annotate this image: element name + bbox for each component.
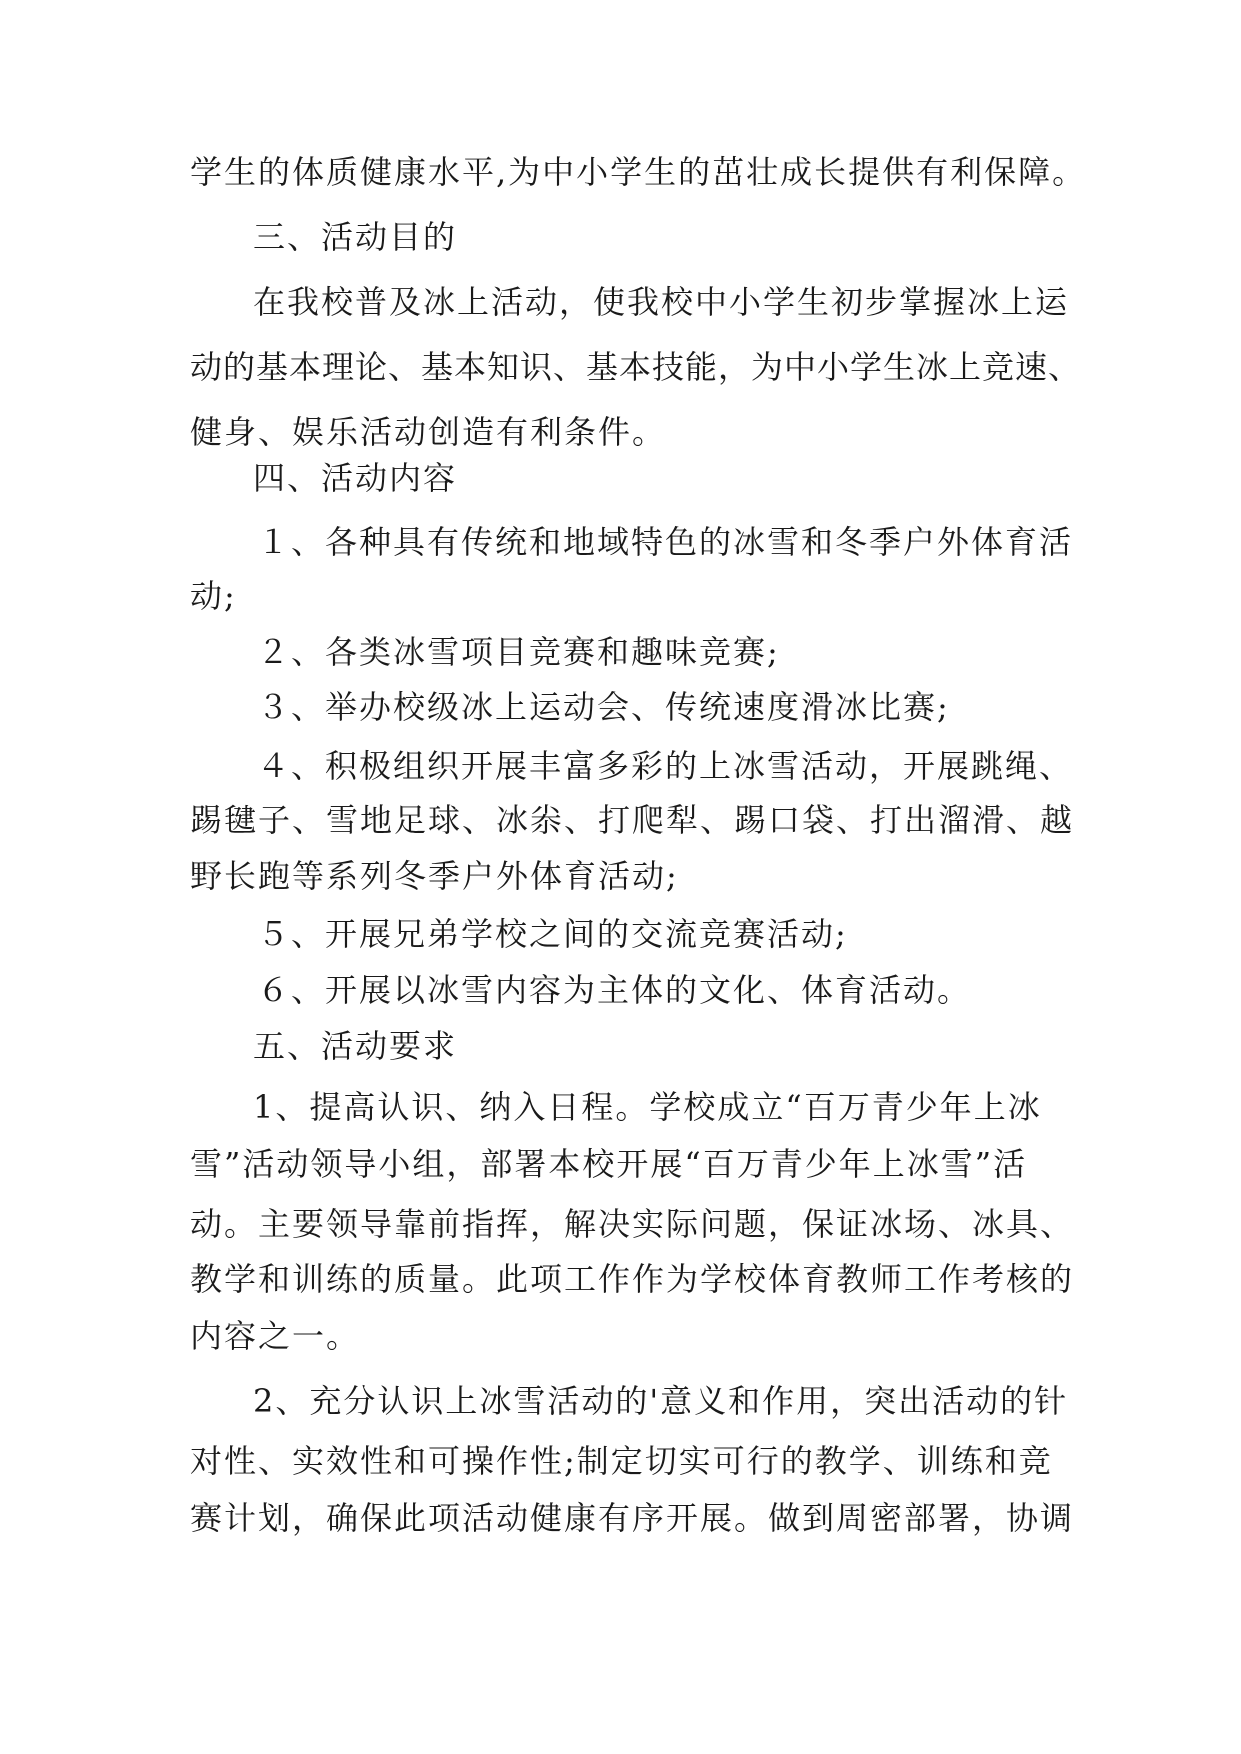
section-heading: 五、活动要求 [253, 1027, 458, 1065]
list-item: １、各种具有传统和地域特色的冰雪和冬季户外体育活 [257, 523, 1074, 561]
list-item: ４、积极组织开展丰富多彩的上冰雪活动，开展跳绳、 [257, 747, 1074, 785]
section-heading: 四、活动内容 [253, 459, 458, 497]
paragraph-line: 在我校普及冰上活动，使我校中小学生初步掌握冰上运 [253, 283, 1070, 321]
paragraph-line: 教学和训练的质量。此项工作作为学校体育教师工作考核的 [190, 1260, 1075, 1298]
list-item: ３、举办校级冰上运动会、传统速度滑冰比赛; [257, 688, 950, 726]
list-item: ５、开展兄弟学校之间的交流竞赛活动; [257, 915, 848, 953]
paragraph-line: 1、提高认识、纳入日程。学校成立“百万青少年上冰 [253, 1088, 1042, 1126]
list-item-continuation: 动; [190, 577, 237, 615]
list-item: ６、开展以冰雪内容为主体的文化、体育活动。 [257, 971, 972, 1009]
paragraph-line: 动的基本理论、基本知识、基本技能，为中小学生冰上竞速、 [190, 348, 1082, 386]
paragraph-line: 雪”活动领导小组，部署本校开展“百万青少年上冰雪”活 [190, 1145, 1028, 1183]
paragraph-line: 对性、实效性和可操作性;制定切实可行的教学、训练和竞 [190, 1442, 1053, 1480]
list-item-continuation: 野长跑等系列冬季户外体育活动; [190, 857, 679, 895]
paragraph-line: 内容之一。 [190, 1317, 361, 1355]
paragraph-line: 学生的体质健康水平,为中小学生的茁壮成长提供有利保障。 [190, 153, 1087, 191]
paragraph-line: 健身、娱乐活动创造有利条件。 [190, 413, 667, 451]
list-item: ２、各类冰雪项目竞赛和趣味竞赛; [257, 633, 780, 671]
paragraph-line: 2、充分认识上冰雪活动的'意义和作用，突出活动的针 [253, 1382, 1069, 1420]
paragraph-line: 动。主要领导靠前指挥，解决实际问题，保证冰场、冰具、 [190, 1205, 1075, 1243]
section-heading: 三、活动目的 [253, 218, 458, 256]
paragraph-line: 赛计划，确保此项活动健康有序开展。做到周密部署，协调 [190, 1499, 1075, 1537]
list-item-continuation: 踢毽子、雪地足球、冰尜、打爬犁、踢口袋、打出溜滑、越 [190, 801, 1075, 839]
